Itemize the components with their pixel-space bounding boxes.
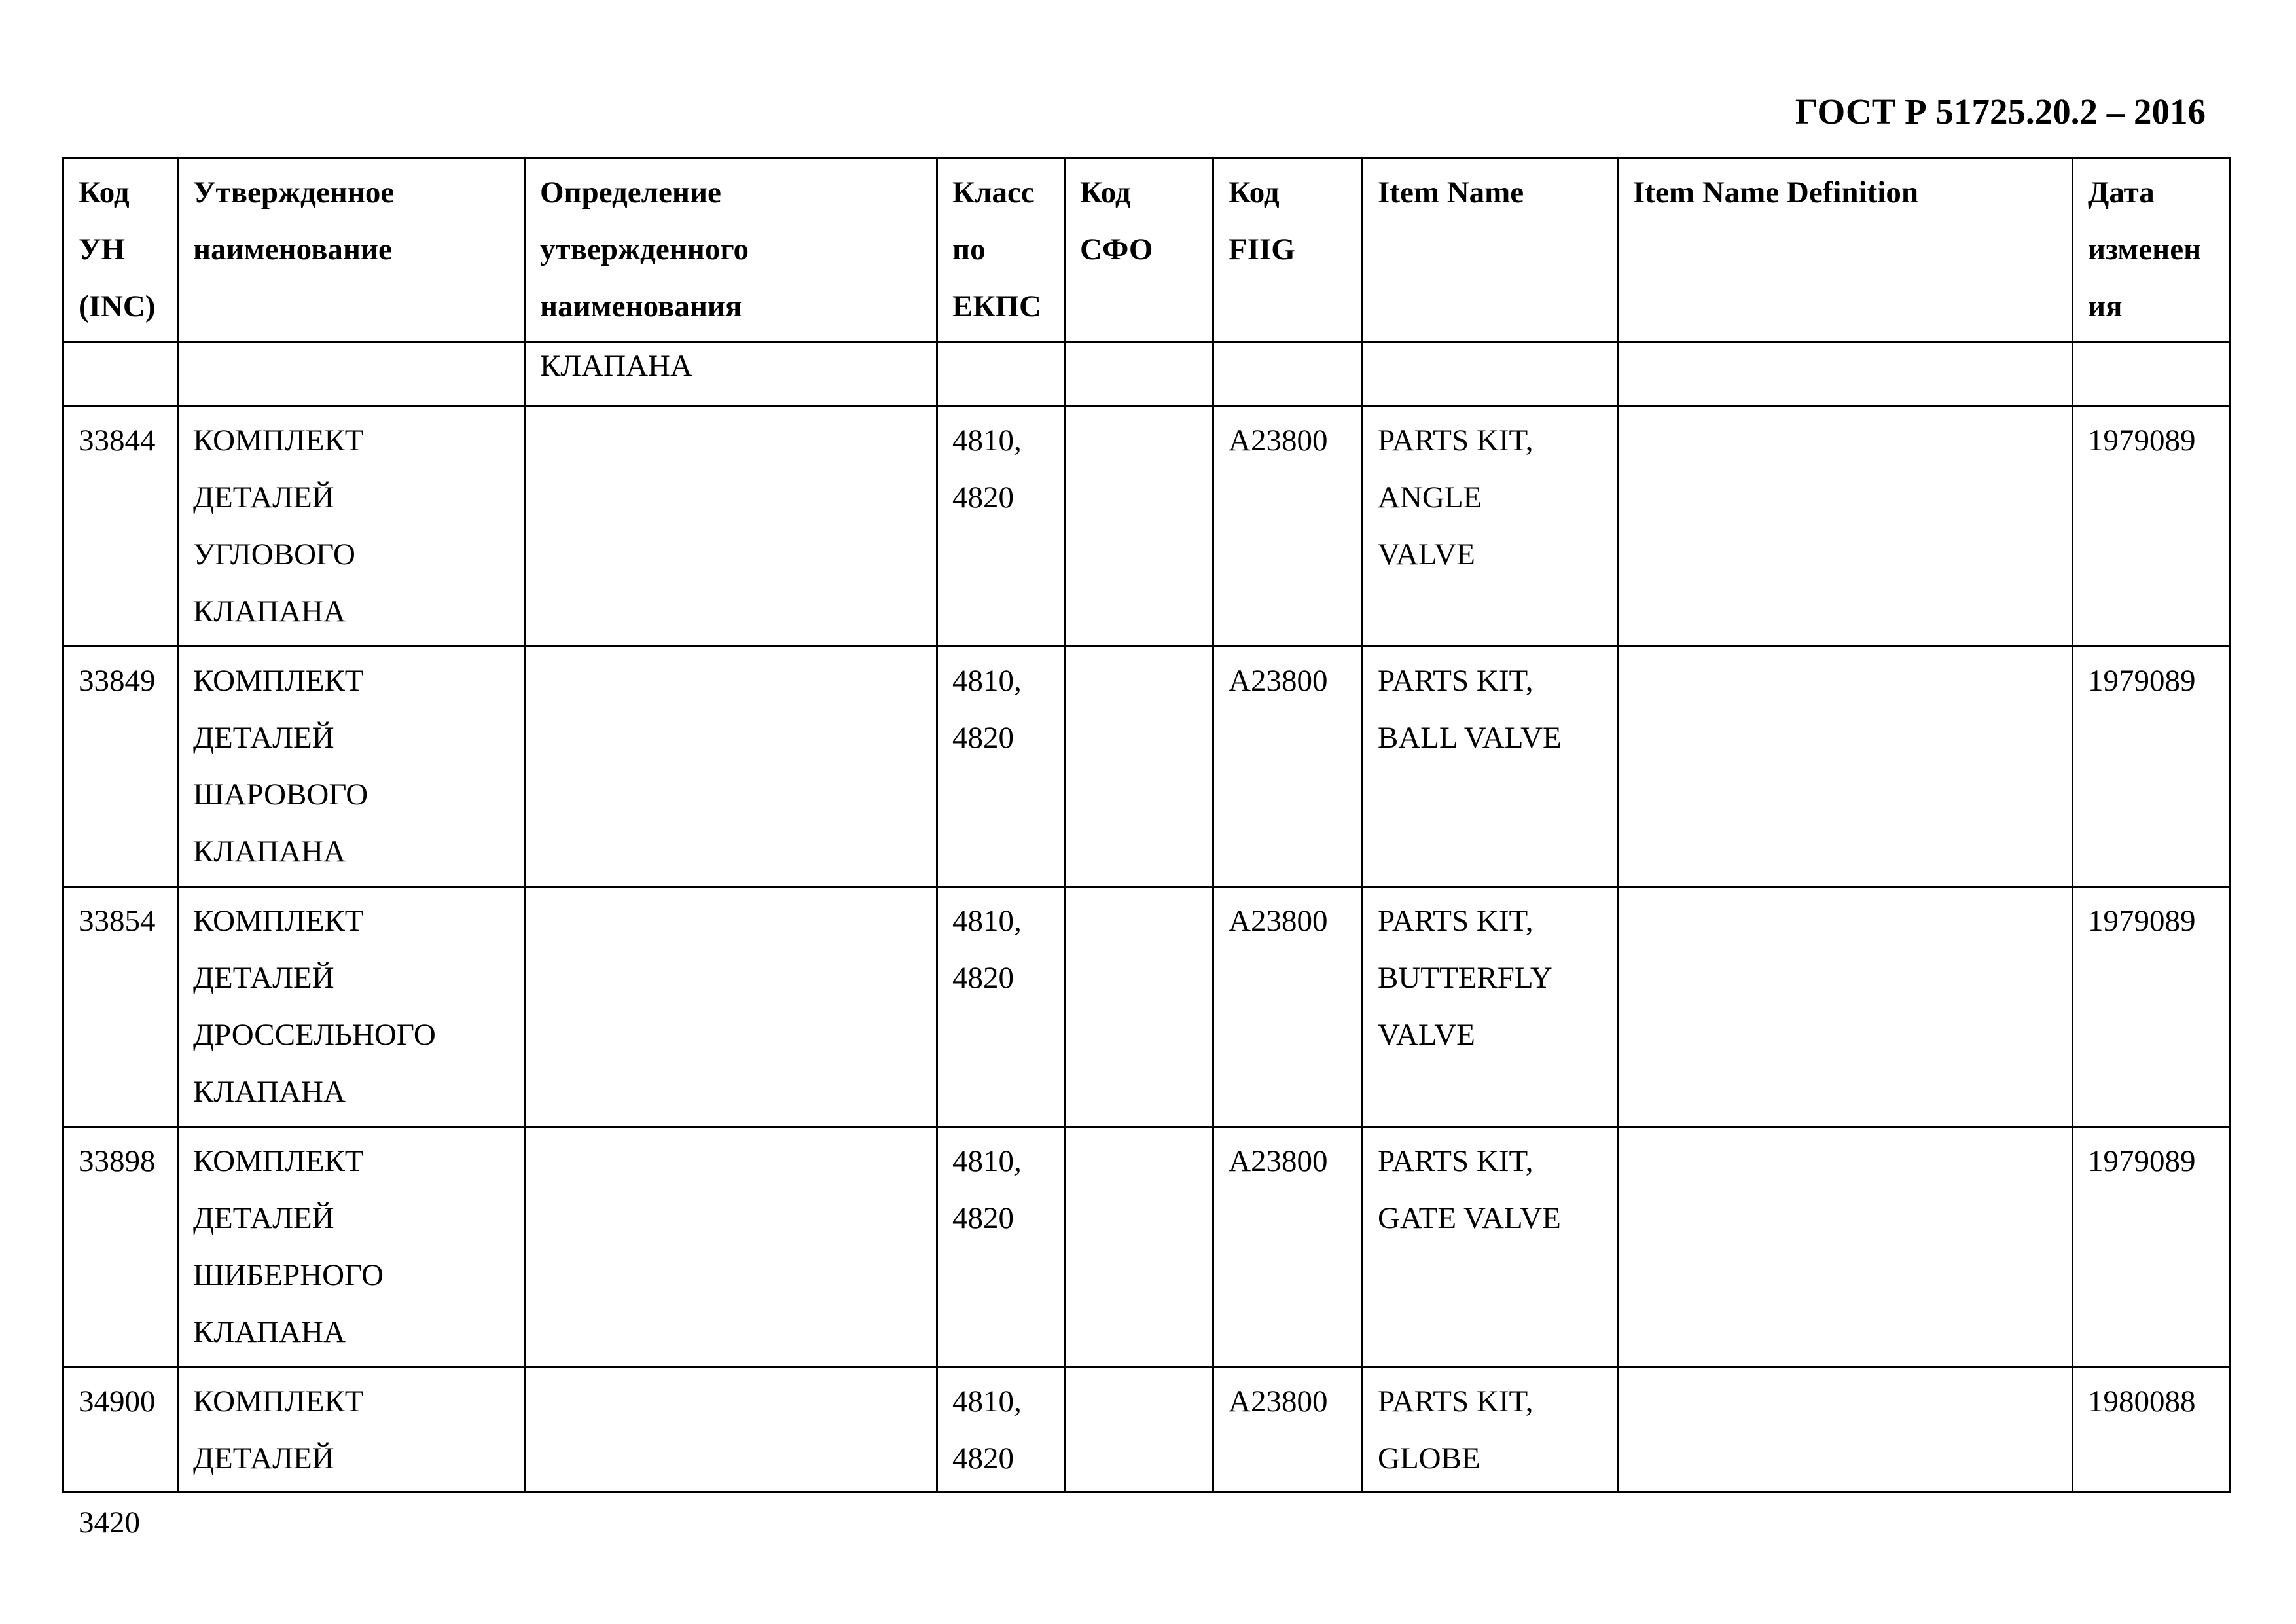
- cell-fiig: A23800: [1213, 1367, 1363, 1492]
- cell-code: 33844: [63, 406, 178, 647]
- cell-class: 4810, 4820: [937, 887, 1065, 1127]
- cell-definition: [525, 1127, 937, 1367]
- column-header-code: Код УН (INC): [63, 158, 178, 342]
- cell-definition: [525, 1367, 937, 1492]
- cell-sfo: [1065, 406, 1213, 647]
- cell-fiig: A23800: [1213, 406, 1363, 647]
- cell-item-name: PARTS KIT, BALL VALVE: [1363, 647, 1618, 887]
- cell-item-name-definition: [1618, 887, 2073, 1127]
- document-standard-title: ГОСТ Р 51725.20.2 – 2016: [1795, 92, 2206, 132]
- cell-item-name-definition: [1618, 342, 2073, 406]
- cell-fiig: [1213, 342, 1363, 406]
- column-header-sfo: Код СФО: [1065, 158, 1213, 342]
- cell-sfo: [1065, 1367, 1213, 1492]
- cell-definition: [525, 406, 937, 647]
- cell-sfo: [1065, 887, 1213, 1127]
- column-header-class: Класс по ЕКПС: [937, 158, 1065, 342]
- cell-date: 1979089: [2073, 1127, 2230, 1367]
- cell-item-name-definition: [1618, 1127, 2073, 1367]
- cell-item-name-definition: [1618, 406, 2073, 647]
- cell-date: 1979089: [2073, 887, 2230, 1127]
- cell-class: 4810, 4820: [937, 406, 1065, 647]
- cell-name: КОМПЛЕКТ ДЕТАЛЕЙ ШАРОВОГО КЛАПАНА: [178, 647, 525, 887]
- cell-definition: [525, 647, 937, 887]
- column-header-item-name: Item Name: [1363, 158, 1618, 342]
- cell-item-name: PARTS KIT, GATE VALVE: [1363, 1127, 1618, 1367]
- item-name-table: [62, 157, 2231, 1493]
- cell-sfo: [1065, 342, 1213, 406]
- table-row: [63, 1127, 2230, 1367]
- cell-date: [2073, 342, 2230, 406]
- table-row: [63, 887, 2230, 1127]
- cell-name: КОМПЛЕКТ ДЕТАЛЕЙ: [178, 1367, 525, 1492]
- cell-item-name: PARTS KIT, ANGLE VALVE: [1363, 406, 1618, 647]
- table-row: [63, 406, 2230, 647]
- cell-date: 1980088: [2073, 1367, 2230, 1492]
- cell-item-name: PARTS KIT, BUTTERFLY VALVE: [1363, 887, 1618, 1127]
- cell-date: 1979089: [2073, 406, 2230, 647]
- column-header-date: Дата изменен ия: [2073, 158, 2230, 342]
- column-header-name: Утвержденное наименование: [178, 158, 525, 342]
- table-row-continuation: [63, 342, 2230, 406]
- cell-fiig: A23800: [1213, 647, 1363, 887]
- cell-date: 1979089: [2073, 647, 2230, 887]
- column-header-item-name-definition: Item Name Definition: [1618, 158, 2073, 342]
- column-header-definition: Определение утвержденного наименования: [525, 158, 937, 342]
- cell-fiig: A23800: [1213, 1127, 1363, 1367]
- cell-definition: КЛАПАНА: [525, 342, 937, 406]
- cell-code: 33898: [63, 1127, 178, 1367]
- column-header-fiig: Код FIIG: [1213, 158, 1363, 342]
- cell-fiig: A23800: [1213, 887, 1363, 1127]
- cell-item-name: [1363, 342, 1618, 406]
- cell-name: КОМПЛЕКТ ДЕТАЛЕЙ ШИБЕРНОГО КЛАПАНА: [178, 1127, 525, 1367]
- cell-name: [178, 342, 525, 406]
- page-number: 3420: [79, 1506, 140, 1540]
- table-header-row: [63, 158, 2230, 342]
- cell-item-name-definition: [1618, 1367, 2073, 1492]
- cell-definition: [525, 887, 937, 1127]
- table-row: [63, 1367, 2230, 1492]
- cell-code: [63, 342, 178, 406]
- cell-class: 4810, 4820: [937, 1127, 1065, 1367]
- cell-class: 4810, 4820: [937, 1367, 1065, 1492]
- table-row: [63, 647, 2230, 887]
- cell-item-name: PARTS KIT, GLOBE: [1363, 1367, 1618, 1492]
- cell-class: 4810, 4820: [937, 647, 1065, 887]
- cell-item-name-definition: [1618, 647, 2073, 887]
- cell-code: 33854: [63, 887, 178, 1127]
- cell-name: КОМПЛЕКТ ДЕТАЛЕЙ УГЛОВОГО КЛАПАНА: [178, 406, 525, 647]
- cell-name: КОМПЛЕКТ ДЕТАЛЕЙ ДРОССЕЛЬНОГО КЛАПАНА: [178, 887, 525, 1127]
- cell-code: 34900: [63, 1367, 178, 1492]
- cell-code: 33849: [63, 647, 178, 887]
- cell-class: [937, 342, 1065, 406]
- cell-sfo: [1065, 647, 1213, 887]
- cell-sfo: [1065, 1127, 1213, 1367]
